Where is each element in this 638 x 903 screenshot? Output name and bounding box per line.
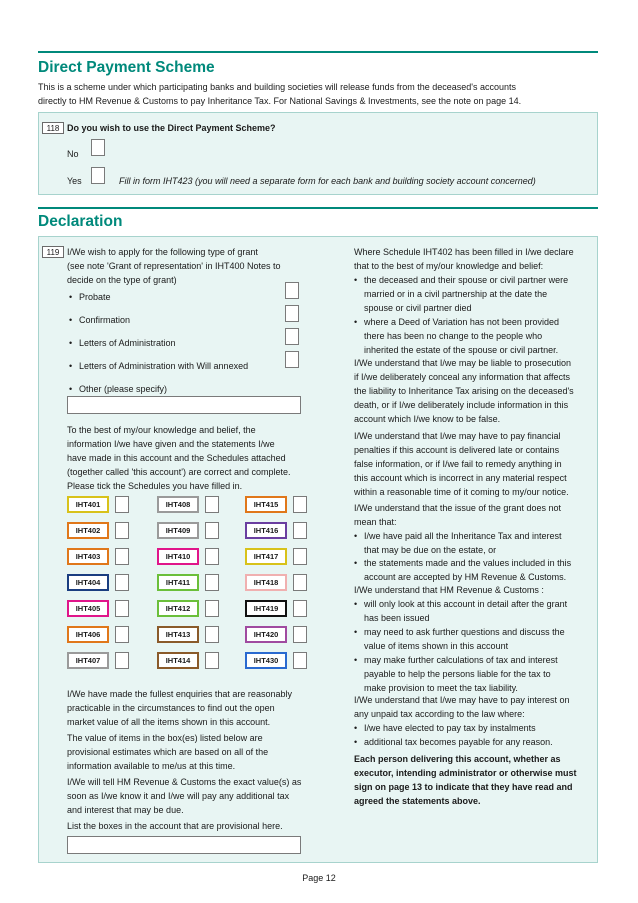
text-line: executor, intending administrator or otherwise must <box>354 768 577 778</box>
schedule-tag-iht430: IHT430 <box>245 652 287 669</box>
schedule-checkbox-iht414[interactable] <box>205 652 219 669</box>
grant-issue-bullet <box>364 529 594 557</box>
schedule-tag-iht416: IHT416 <box>245 522 287 539</box>
text-line: the liability to Inheritance Tax arising on the deceased's <box>354 386 574 396</box>
text-line: I/We wish to apply for the following type of grant <box>67 247 258 257</box>
text-line: provisional estimates which are based on all of the <box>67 747 269 757</box>
hmrc-statement: I/We understand that HM Revenue & Customs : <box>354 585 544 595</box>
text-line: • the statements made and the values included in this <box>364 558 572 568</box>
iht402-bullet <box>364 315 594 357</box>
schedule-tag-iht404: IHT404 <box>67 574 109 591</box>
schedule-tag-iht415: IHT415 <box>245 496 287 513</box>
text-line: have made in this account and the Schedules attached <box>67 453 286 463</box>
schedule-checkbox-iht406[interactable] <box>115 626 129 643</box>
penalties-statement <box>354 429 594 499</box>
schedule-tag-iht418: IHT418 <box>245 574 287 591</box>
yes-checkbox[interactable] <box>91 167 105 184</box>
sign-instruction <box>354 752 594 808</box>
text-line: agreed the statements above. <box>354 796 481 806</box>
schedule-tag-iht414: IHT414 <box>157 652 199 669</box>
text-line: soon as I/we know it and I/we will pay any additional tax <box>67 791 290 801</box>
schedule-tag-iht406: IHT406 <box>67 626 109 643</box>
schedule-checkbox-iht401[interactable] <box>115 496 129 513</box>
text-line: that may be due on the estate, or <box>364 545 497 555</box>
text-line: payable to help the persons liable for the tax to <box>364 669 551 679</box>
question-text: Do you wish to use the Direct Payment Scheme? <box>67 123 276 133</box>
text-line: decide on the type of grant) <box>67 275 177 285</box>
schedule-tag-iht412: IHT412 <box>157 600 199 617</box>
interest-statement <box>354 693 594 721</box>
schedule-tag-iht419: IHT419 <box>245 600 287 617</box>
text-line: Please tick the Schedules you have filled in. <box>67 481 243 491</box>
schedule-tag-iht407: IHT407 <box>67 652 109 669</box>
interest-bullet: • additional tax becomes payable for any reason. <box>364 735 553 749</box>
text-line: I/We understand that I/we may have to pay interest on <box>354 695 570 705</box>
text-line: spouse or civil partner died <box>364 303 472 313</box>
text-line: To the best of my/our knowledge and belief, the <box>67 425 256 435</box>
schedule-tag-iht405: IHT405 <box>67 600 109 617</box>
schedule-tag-iht413: IHT413 <box>157 626 199 643</box>
text-line: this account which is incorrect in any material respect <box>354 473 567 483</box>
section-rule-declaration <box>38 207 598 209</box>
text-line: account are accepted by HM Revenue & Customs. <box>364 572 567 582</box>
schedule-checkbox-iht416[interactable] <box>293 522 307 539</box>
text-line: • I/we have paid all the Inheritance Tax and interest <box>364 531 562 541</box>
interest-bullet: • I/we have elected to pay tax by instalments <box>364 721 536 735</box>
text-line: account which I/we know to be false. <box>354 414 501 424</box>
text-line: Where Schedule IHT402 has been filled in I/we declare <box>354 247 574 257</box>
belief-statement <box>67 423 307 493</box>
panel-118 <box>38 112 598 195</box>
hmrc-bullet <box>364 597 594 625</box>
text-line: make provision to meet the tax liability. <box>364 683 518 693</box>
text-line: false information, or if I/we fail to remedy anything in <box>354 459 562 469</box>
letters-admin-checkbox[interactable] <box>285 328 299 345</box>
schedule-checkbox-iht407[interactable] <box>115 652 129 669</box>
schedule-checkbox-iht412[interactable] <box>205 600 219 617</box>
yes-note: Fill in form IHT423 (you will need a separate form for each bank and building society account concerned) <box>119 176 536 186</box>
text-line: inherited the estate of the spouse or civil partner. <box>364 345 559 355</box>
grant-intro <box>67 245 307 287</box>
text-line: (together called 'this account') are correct and complete. <box>67 467 291 477</box>
text-line: • may need to ask further questions and discuss the <box>364 627 565 637</box>
schedule-checkbox-iht404[interactable] <box>115 574 129 591</box>
schedule-checkbox-iht402[interactable] <box>115 522 129 539</box>
text-line: and interest that may be due. <box>67 805 184 815</box>
dps-intro <box>38 80 598 108</box>
confirmation-checkbox[interactable] <box>285 305 299 322</box>
grant-issue-statement <box>354 501 594 529</box>
hmrc-bullet <box>364 653 594 695</box>
question-number: 118 <box>42 122 64 134</box>
schedule-checkbox-iht419[interactable] <box>293 600 307 617</box>
no-label: No <box>67 149 79 159</box>
section-rule-dps <box>38 51 598 53</box>
text-line: there has been no change to the people who <box>364 331 543 341</box>
text-line: (see note 'Grant of representation' in IHT400 Notes to <box>67 261 281 271</box>
schedule-checkbox-iht413[interactable] <box>205 626 219 643</box>
schedule-tag-iht411: IHT411 <box>157 574 199 591</box>
schedule-tag-iht410: IHT410 <box>157 548 199 565</box>
other-specify-input[interactable] <box>67 396 301 414</box>
prosecution-statement <box>354 356 594 426</box>
grant-issue-bullet <box>364 556 594 584</box>
text-line: value of items shown in this account <box>364 641 509 651</box>
grant-option-probate: • Probate <box>79 290 111 304</box>
grant-option-confirmation: • Confirmation <box>79 313 130 327</box>
schedule-checkbox-iht420[interactable] <box>293 626 307 643</box>
schedule-checkbox-iht417[interactable] <box>293 548 307 565</box>
text-line: I/We have made the fullest enquiries that are reasonably <box>67 689 292 699</box>
iht402-statement <box>354 245 594 273</box>
provisional-list-label: List the boxes in the account that are provisional here. <box>67 821 283 831</box>
text-line: any unpaid tax according to the law where: <box>354 709 525 719</box>
text-line: information I/we have given and the statements I/we <box>67 439 275 449</box>
schedule-checkbox-iht405[interactable] <box>115 600 129 617</box>
text-line: that to the best of my/our knowledge and belief: <box>354 261 544 271</box>
schedule-checkbox-iht430[interactable] <box>293 652 307 669</box>
section-title-dps: Direct Payment Scheme <box>38 59 215 76</box>
text-line: • the deceased and their spouse or civil partner were <box>364 275 569 285</box>
text-line: mean that: <box>354 517 397 527</box>
schedule-tag-iht403: IHT403 <box>67 548 109 565</box>
schedule-tag-iht402: IHT402 <box>67 522 109 539</box>
provisional-statement <box>67 731 307 773</box>
text-line: penalties if this account is delivered late or contains <box>354 445 560 455</box>
schedule-checkbox-iht403[interactable] <box>115 548 129 565</box>
schedule-checkbox-iht415[interactable] <box>293 496 307 513</box>
text-line: • will only look at this account in detail after the grant <box>364 599 568 609</box>
text-line: Each person delivering this account, whether as <box>354 754 561 764</box>
page-number: Page 12 <box>302 873 336 883</box>
section-title-declaration: Declaration <box>38 213 123 230</box>
enquiries-statement <box>67 687 307 729</box>
letters-admin-will-checkbox[interactable] <box>285 351 299 368</box>
hmrc-bullet <box>364 625 594 653</box>
text-line: death, or if I/we deliberately include information in this <box>354 400 569 410</box>
schedule-checkbox-iht418[interactable] <box>293 574 307 591</box>
text-line: • may make further calculations of tax and interest <box>364 655 558 665</box>
text-line: The value of items in the box(es) listed below are <box>67 733 263 743</box>
dps-intro-line: This is a scheme under which participating banks and building societies will release funds from the deceased's accounts <box>38 82 516 92</box>
probate-checkbox[interactable] <box>285 282 299 299</box>
grant-option-letters-admin: • Letters of Administration <box>79 336 176 350</box>
text-line: I/We understand that I/we may have to pay financial <box>354 431 561 441</box>
text-line: sign on page 13 to indicate that they have read and <box>354 782 573 792</box>
question-number: 119 <box>42 246 64 258</box>
text-line: if I/we deliberately conceal any information that affects <box>354 372 570 382</box>
schedule-checkbox-iht411[interactable] <box>205 574 219 591</box>
yes-label: Yes <box>67 176 82 186</box>
text-line: I/We understand that the issue of the grant does not <box>354 503 561 513</box>
text-line: practicable in the circumstances to find out the open <box>67 703 275 713</box>
schedule-checkbox-iht408[interactable] <box>205 496 219 513</box>
text-line: within a reasonable time of it coming to my/our notice. <box>354 487 569 497</box>
schedule-checkbox-iht410[interactable] <box>205 548 219 565</box>
schedule-tag-iht401: IHT401 <box>67 496 109 513</box>
grant-option-other: • Other (please specify) <box>79 382 167 396</box>
text-line: I/We will tell HM Revenue & Customs the exact value(s) as <box>67 777 302 787</box>
grant-option-letters-admin-will: • Letters of Administration with Will annexed <box>79 359 248 373</box>
text-line: • where a Deed of Variation has not been provided <box>364 317 559 327</box>
provisional-boxes-input[interactable] <box>67 836 301 854</box>
text-line: I/We understand that I/we may be liable to prosecution <box>354 358 571 368</box>
text-line: has been issued <box>364 613 430 623</box>
iht402-bullet <box>364 273 594 315</box>
schedule-tag-iht417: IHT417 <box>245 548 287 565</box>
text-line: market value of all the items shown in this account. <box>67 717 271 727</box>
schedule-tag-iht409: IHT409 <box>157 522 199 539</box>
panel-119 <box>38 236 598 863</box>
no-checkbox[interactable] <box>91 139 105 156</box>
schedule-checkbox-iht409[interactable] <box>205 522 219 539</box>
schedule-tag-iht408: IHT408 <box>157 496 199 513</box>
tell-hmrc-statement <box>67 775 307 817</box>
schedule-tag-iht420: IHT420 <box>245 626 287 643</box>
text-line: married or in a civil partnership at the date the <box>364 289 548 299</box>
dps-intro-line: directly to HM Revenue & Customs to pay Inheritance Tax. For National Savings & Investments, see the note on page 14. <box>38 96 522 106</box>
text-line: information available to me/us at this time. <box>67 761 236 771</box>
